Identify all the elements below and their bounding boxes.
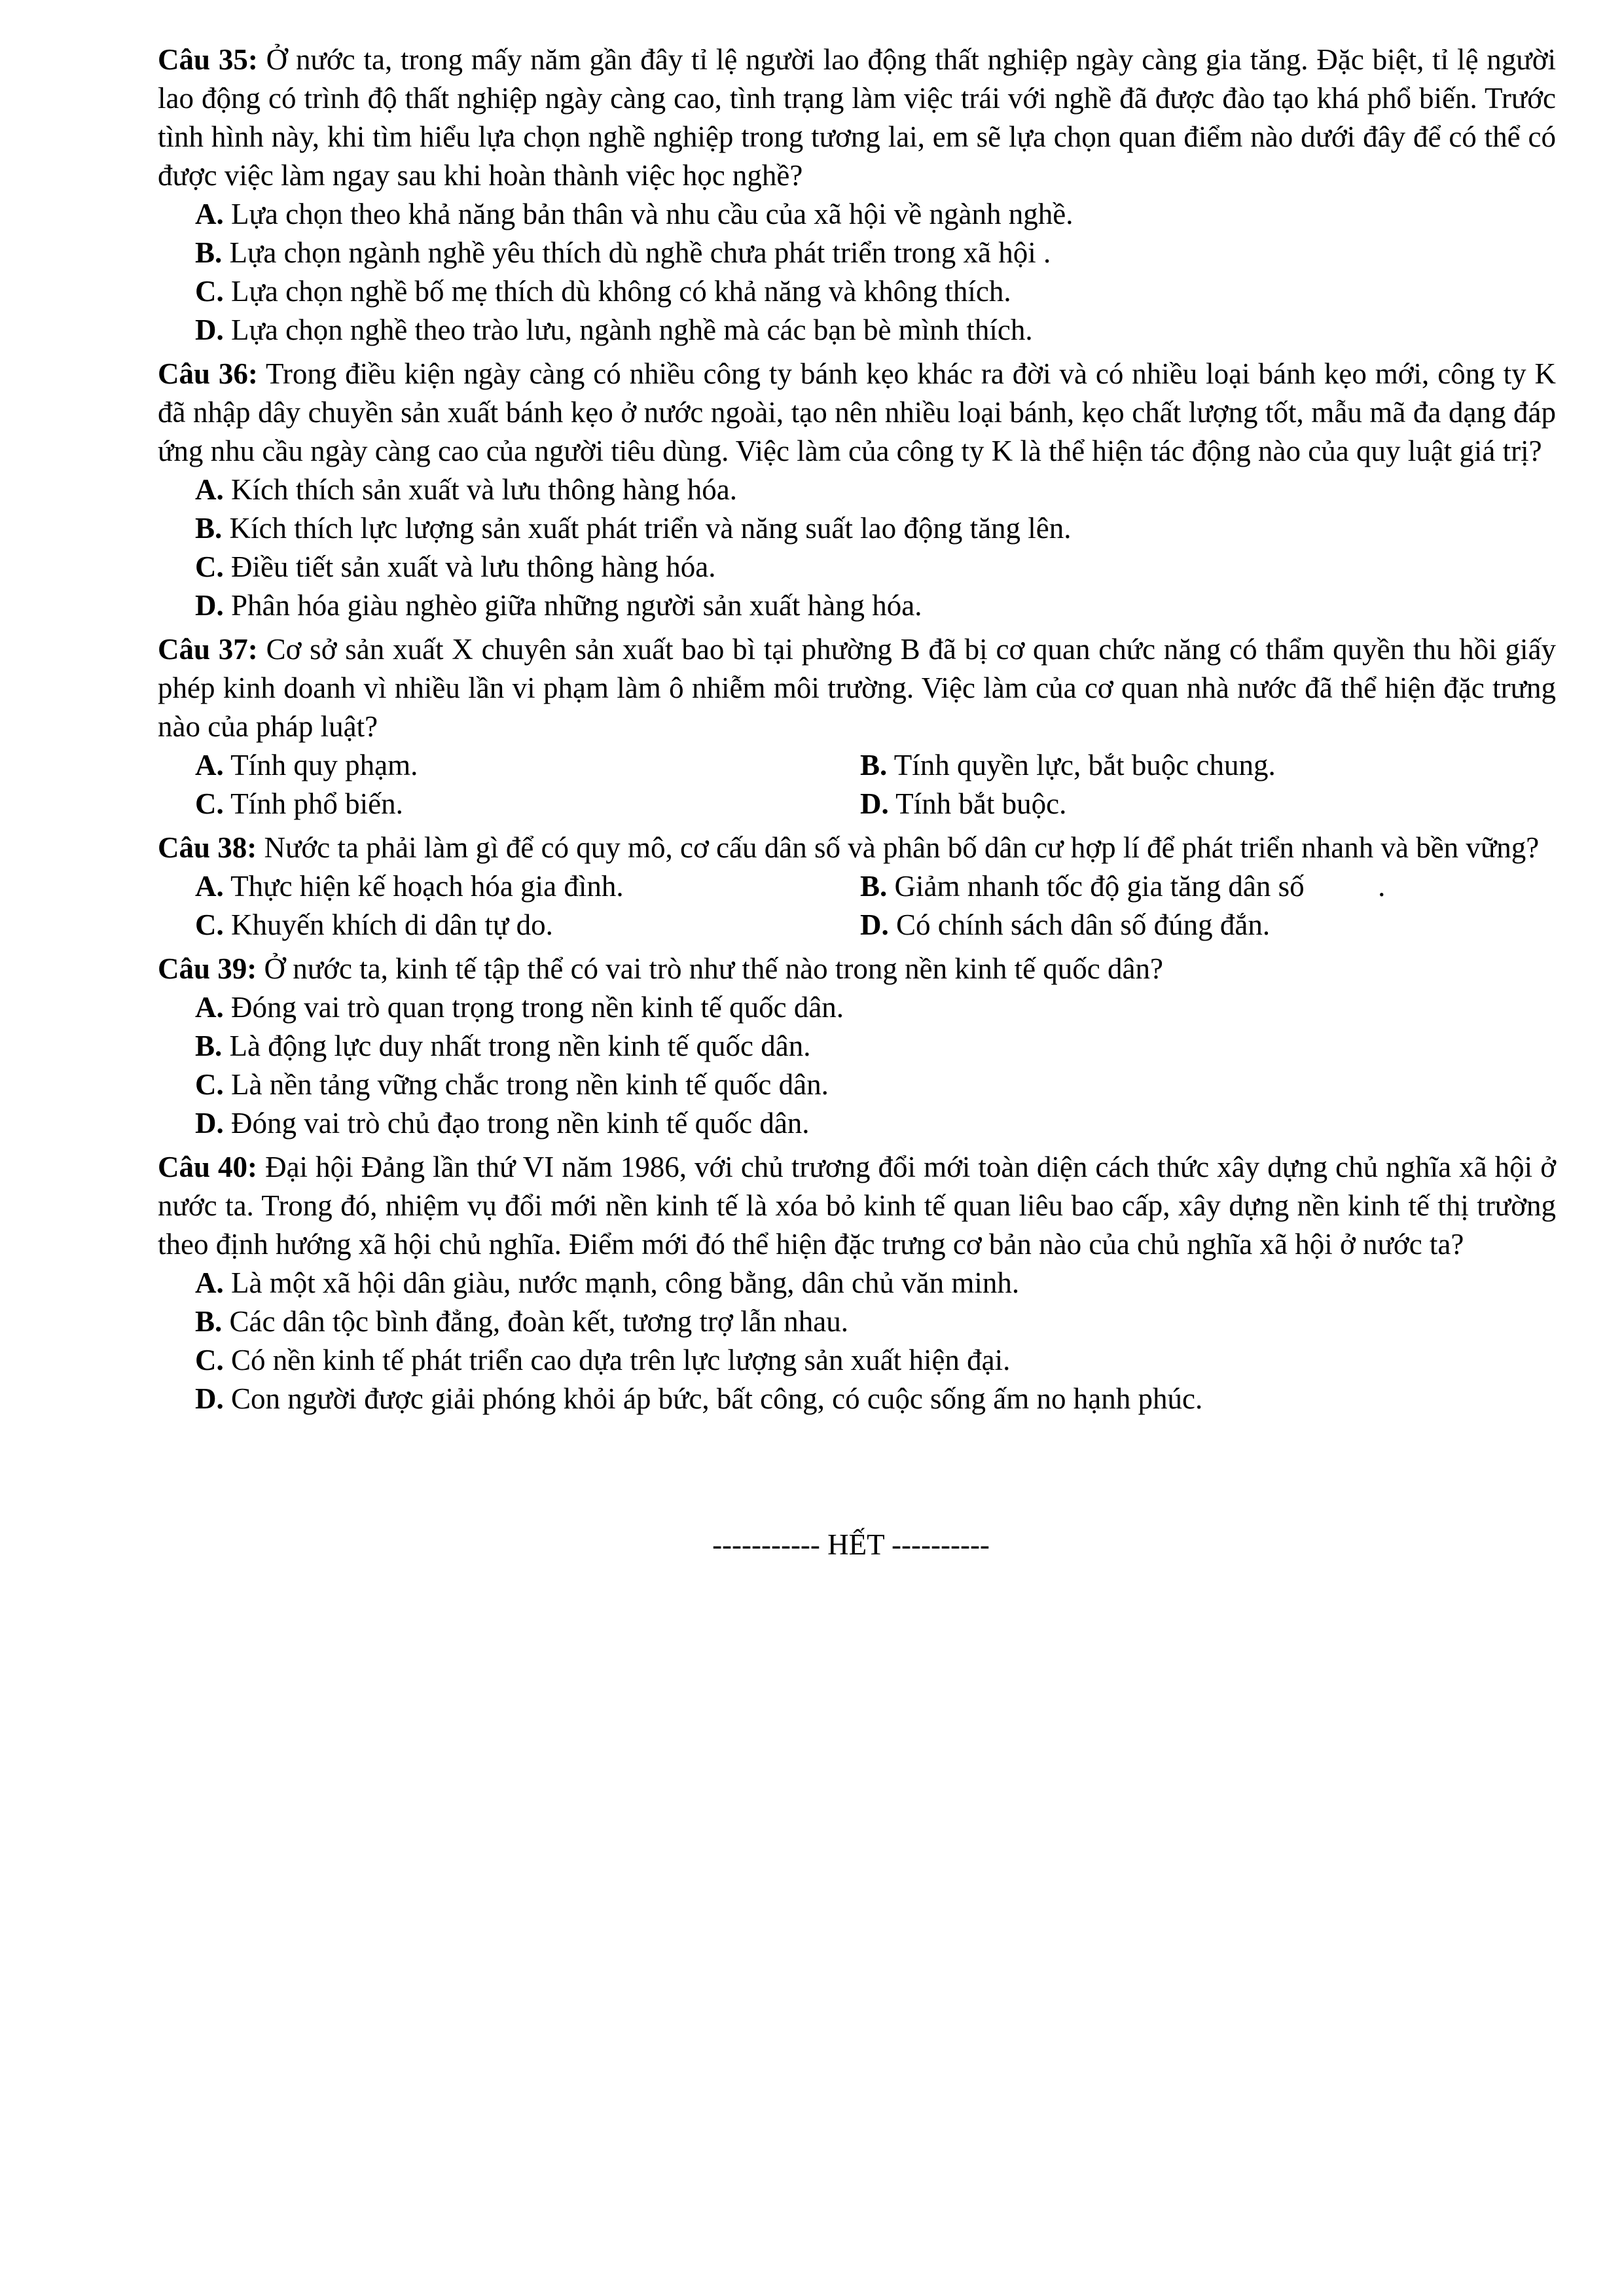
question-text: Nước ta phải làm gì để có quy mô, cơ cấu dân số và phân bố dân cư hợp lí để phát triển nhanh và bền vững? (257, 831, 1540, 864)
option-b (195, 1302, 1556, 1341)
option-text: Tính bắt buộc. (888, 787, 1067, 820)
option-text: Con người được giải phóng khỏi áp bức, bất công, có cuộc sống ấm no hạnh phúc. (223, 1382, 1203, 1415)
option-a (195, 195, 1556, 234)
option-c (195, 906, 860, 944)
option-b (860, 867, 1556, 906)
option-text: Lựa chọn nghề bố mẹ thích dù không có khả năng và không thích. (223, 275, 1011, 308)
option-text: Là một xã hội dân giàu, nước mạnh, công bằng, dân chủ văn minh. (223, 1266, 1020, 1299)
option-letter: C. (195, 1344, 224, 1376)
question-number: Câu 38: (158, 831, 257, 864)
question-stem (158, 1148, 1556, 1264)
question-number: Câu 36: (158, 357, 258, 390)
option-text: Có chính sách dân số đúng đắn. (888, 908, 1271, 941)
option-letter: C. (195, 908, 224, 941)
option-letter: A. (195, 198, 224, 230)
option-d (195, 1380, 1556, 1418)
option-d (860, 785, 1556, 823)
exam-page (158, 41, 1556, 1424)
question-number: Câu 40: (158, 1151, 258, 1183)
option-letter: D. (860, 908, 889, 941)
option-text: Giảm nhanh tốc độ gia tăng dân số . (887, 870, 1386, 903)
question-text: Đại hội Đảng lần thứ VI năm 1986, với chủ trương đổi mới toàn diện cách thức xây dựng chủ nghĩa xã hội ở nước ta. Trong đó, nhiệm vụ đổi mới nền kinh tế là xóa bỏ kinh tế quan liêu bao cấp, xây dựng nền kinh tế thị trường theo định hướng xã hội chủ nghĩa. Điểm mới đó thể hiện đặc trưng cơ bản nào của chủ nghĩa xã hội ở nước ta? (158, 1151, 1557, 1261)
option-text: Là nền tảng vững chắc trong nền kinh tế quốc dân. (223, 1068, 829, 1101)
question-37 (158, 630, 1556, 823)
end-of-exam-marker: ----------- HẾT ---------- (712, 1528, 990, 1561)
option-letter: B. (860, 870, 888, 903)
option-letter: B. (195, 1305, 223, 1338)
option-text: Đóng vai trò chủ đạo trong nền kinh tế quốc dân. (223, 1107, 810, 1139)
option-letter: D. (195, 1382, 224, 1415)
option-letter: D. (195, 1107, 224, 1139)
option-letter: B. (195, 512, 223, 545)
option-letter: A. (195, 749, 224, 781)
question-36 (158, 355, 1556, 625)
question-39 (158, 950, 1556, 1143)
question-38 (158, 829, 1556, 944)
option-letter: C. (195, 550, 224, 583)
option-letter: C. (195, 275, 224, 308)
option-letter: C. (195, 787, 224, 820)
option-letter: D. (195, 314, 224, 346)
option-letter: B. (195, 1030, 223, 1062)
option-text: Tính phổ biến. (223, 787, 403, 820)
option-letter: C. (195, 1068, 224, 1101)
question-stem (158, 41, 1556, 195)
option-c (195, 1341, 1556, 1380)
option-b (195, 234, 1556, 272)
question-text: Ở nước ta, trong mấy năm gần đây tỉ lệ người lao động thất nghiệp ngày càng gia tăng. Đặc biệt, tỉ lệ người lao động có trình độ thất nghiệp ngày càng cao, tình trạng làm việc trái với nghề đã được đào tạo khá phổ biến. Trước tình hình này, khi tìm hiểu lựa chọn nghề nghiệp trong tương lai, em sẽ lựa chọn quan điểm nào dưới đây để có thể có được việc làm ngay sau khi hoàn thành việc học nghề? (158, 43, 1557, 192)
option-text: Tính quy phạm. (223, 749, 418, 781)
option-text: Là động lực duy nhất trong nền kinh tế quốc dân. (222, 1030, 811, 1062)
option-text: Tính quyền lực, bắt buộc chung. (887, 749, 1276, 781)
option-text: Khuyến khích di dân tự do. (223, 908, 553, 941)
option-text: Thực hiện kế hoạch hóa gia đình. (223, 870, 624, 903)
answer-options (158, 988, 1556, 1143)
question-number: Câu 37: (158, 633, 258, 666)
option-text: Phân hóa giàu nghèo giữa những người sản xuất hàng hóa. (223, 589, 922, 622)
option-letter: D. (195, 589, 224, 622)
option-text: Lựa chọn nghề theo trào lưu, ngành nghề mà các bạn bè mình thích. (223, 314, 1033, 346)
option-b (860, 746, 1556, 785)
option-text: Có nền kinh tế phát triển cao dựa trên lực lượng sản xuất hiện đại. (223, 1344, 1011, 1376)
option-c (195, 1066, 1556, 1104)
option-letter: A. (195, 1266, 224, 1299)
question-stem (158, 829, 1556, 867)
question-text: Cơ sở sản xuất X chuyên sản xuất bao bì tại phường B đã bị cơ quan chức năng có thẩm quyền thu hồi giấy phép kinh doanh vì nhiều lần vi phạm làm ô nhiễm môi trường. Việc làm của cơ quan nhà nước đã thể hiện đặc trưng nào của pháp luật? (158, 633, 1556, 743)
option-a (195, 471, 1556, 509)
question-text: Trong điều kiện ngày càng có nhiều công ty bánh kẹo khác ra đời và có nhiều loại bánh kẹo mới, công ty K đã nhập dây chuyền sản xuất bánh kẹo ở nước ngoài, tạo nên nhiều loại bánh, kẹo chất lượng tốt, mẫu mã đa dạng đáp ứng nhu cầu ngày càng cao của người tiêu dùng. Việc làm của công ty K là thể hiện tác động nào của quy luật giá trị? (158, 357, 1556, 467)
option-b (195, 509, 1556, 548)
option-b (195, 1027, 1556, 1066)
answer-options (158, 1264, 1556, 1418)
option-text: Kích thích sản xuất và lưu thông hàng hóa. (223, 473, 737, 506)
option-a (195, 867, 860, 906)
option-text: Lựa chọn theo khả năng bản thân và nhu cầu của xã hội về ngành nghề. (223, 198, 1074, 230)
question-40 (158, 1148, 1556, 1418)
option-text: Các dân tộc bình đẳng, đoàn kết, tương trợ lẫn nhau. (222, 1305, 849, 1338)
option-c (195, 785, 860, 823)
option-letter: A. (195, 870, 224, 903)
option-a (195, 988, 1556, 1027)
option-c (195, 272, 1556, 311)
question-stem (158, 950, 1556, 988)
option-a (195, 1264, 1556, 1302)
option-letter: A. (195, 473, 224, 506)
option-a (195, 746, 860, 785)
answer-options (195, 746, 1556, 823)
answer-options (158, 195, 1556, 350)
option-letter: D. (860, 787, 889, 820)
question-text: Ở nước ta, kinh tế tập thể có vai trò như thế nào trong nền kinh tế quốc dân? (257, 952, 1163, 985)
option-d (195, 1104, 1556, 1143)
answer-options (195, 867, 1556, 944)
option-letter: A. (195, 991, 224, 1024)
option-d (860, 906, 1556, 944)
question-number: Câu 39: (158, 952, 257, 985)
question-stem (158, 630, 1556, 746)
question-35 (158, 41, 1556, 350)
answer-options (158, 471, 1556, 625)
option-text: Điều tiết sản xuất và lưu thông hàng hóa. (223, 550, 716, 583)
option-letter: B. (195, 236, 223, 269)
option-text: Kích thích lực lượng sản xuất phát triển và năng suất lao động tăng lên. (222, 512, 1072, 545)
option-d (195, 311, 1556, 350)
option-text: Lựa chọn ngành nghề yêu thích dù nghề chưa phát triển trong xã hội . (222, 236, 1051, 269)
option-letter: B. (860, 749, 888, 781)
option-c (195, 548, 1556, 586)
question-number: Câu 35: (158, 43, 258, 76)
question-stem (158, 355, 1556, 471)
option-text: Đóng vai trò quan trọng trong nền kinh tế quốc dân. (223, 991, 844, 1024)
option-d (195, 586, 1556, 625)
